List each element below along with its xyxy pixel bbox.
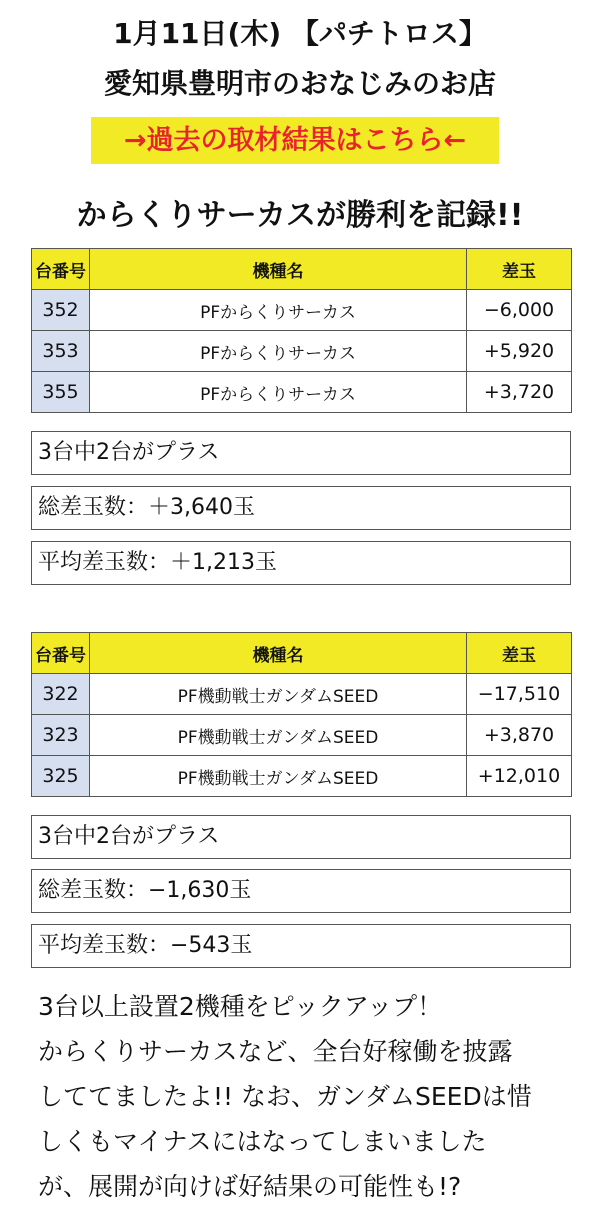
column-header-diff: 差玉 [467,249,572,290]
column-header-diff: 差玉 [467,633,572,674]
average-diff-box: 平均差玉数：−543玉 [31,924,571,968]
paragraph-line: が、展開が向けば好結果の可能性も!? [38,1172,462,1201]
paragraph-line: しててましたよ!! なお、ガンダムSEEDは惜 [38,1082,532,1111]
machine-no-cell: 322 [32,674,90,715]
table-row [32,674,572,715]
model-cell: PFからくりサーカス [90,331,467,372]
results-table-2 [31,632,572,797]
paragraph-line: 3台以上設置2機種をピックアップ！ [38,992,443,1021]
model-cell: PF機動戦士ガンダムSEED [90,756,467,797]
commentary-paragraph [38,984,568,1209]
model-cell: PFからくりサーカス [90,290,467,331]
diff-cell: +12,010 [467,756,572,797]
machine-no-cell: 353 [32,331,90,372]
paragraph-line: からくりサーカスなど、全台好稼働を披露 [38,1037,513,1066]
machine-no-cell: 355 [32,372,90,413]
machine-no-cell: 352 [32,290,90,331]
plus-count-box: 3台中2台がプラス [31,431,571,475]
plus-count-box: 3台中2台がプラス [31,815,571,859]
results-table-1 [31,248,572,413]
diff-cell: +3,870 [467,715,572,756]
average-diff-box: 平均差玉数：＋1,213玉 [31,541,571,585]
diff-cell: −6,000 [467,290,572,331]
machine-no-cell: 325 [32,756,90,797]
past-results-link[interactable]: →過去の取材結果はこちら← [91,117,499,164]
column-header-machine-no: 台番号 [32,633,90,674]
table-row [32,331,572,372]
table-header-row [32,633,572,674]
column-header-machine-no: 台番号 [32,249,90,290]
table-row [32,756,572,797]
model-cell: PF機動戦士ガンダムSEED [90,674,467,715]
diff-cell: −17,510 [467,674,572,715]
table-header-row [32,249,572,290]
store-name: 愛知県豊明市のおなじみのお店 [103,67,496,100]
table-row [32,372,572,413]
diff-cell: +5,920 [467,331,572,372]
machine-no-cell: 323 [32,715,90,756]
diff-cell: +3,720 [467,372,572,413]
date-title: 1月11日(木) 【パチトロス】 [113,17,487,50]
paragraph-line: しくもマイナスにはなってしまいました [38,1127,487,1156]
model-cell: PFからくりサーカス [90,372,467,413]
total-diff-box: 総差玉数：＋3,640玉 [31,486,571,530]
table-row [32,715,572,756]
headline: からくりサーカスが勝利を記録!! [76,198,524,233]
model-cell: PF機動戦士ガンダムSEED [90,715,467,756]
total-diff-box: 総差玉数：−1,630玉 [31,869,571,913]
column-header-model: 機種名 [90,633,467,674]
table-row [32,290,572,331]
column-header-model: 機種名 [90,249,467,290]
